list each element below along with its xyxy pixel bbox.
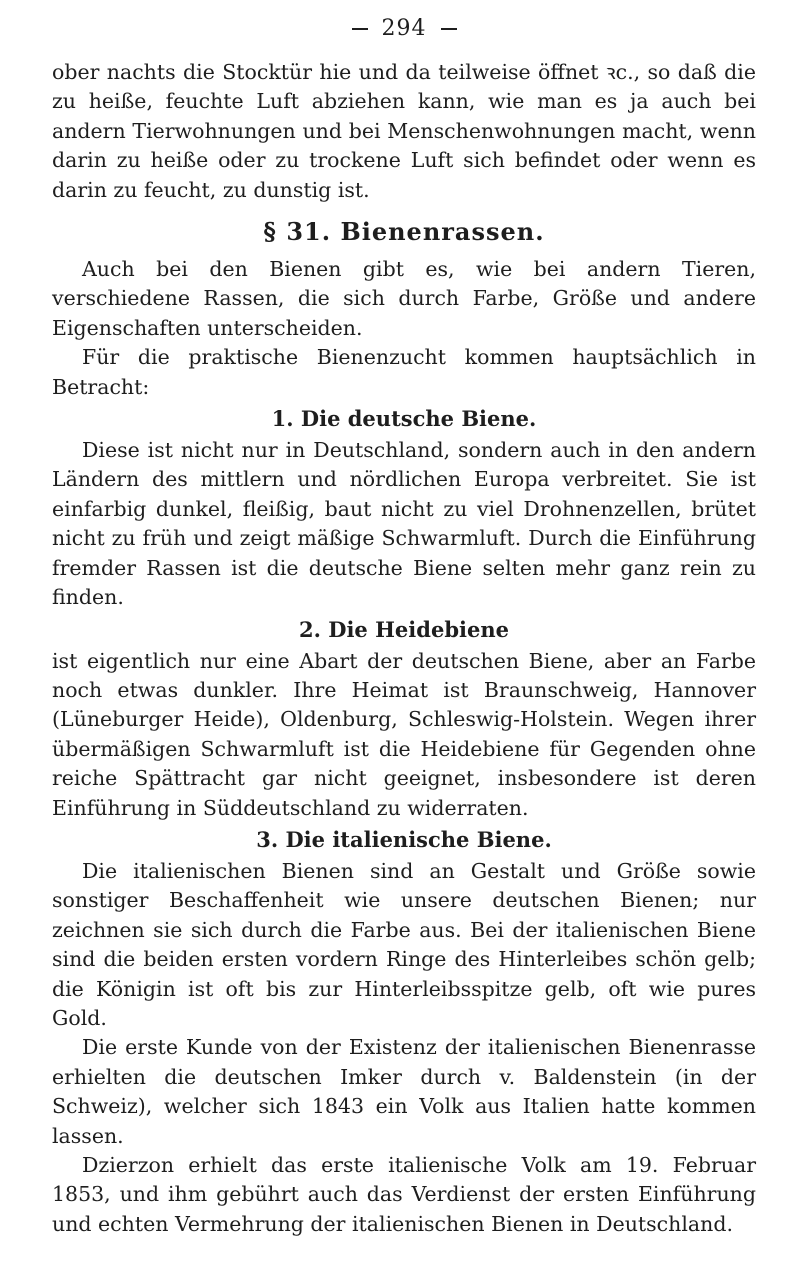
header-dash-right	[441, 28, 457, 30]
paragraph-consideration: Für die praktische Bienenzucht kommen hauptsächlich in Betracht:	[52, 345, 756, 399]
paragraph-german-bee: Diese ist nicht nur in Deutschland, sondern auch in den andern Ländern des mittlern und nördlichen Europa verbreitet. Sie ist einfarbig dunkel, fleißig, baut nicht zu viel Drohnenzellen, brütet nicht zu früh und zeigt mäßige Schwarmluft. Durch die Einführung fremder Rassen ist die deutsche Biene selten mehr ganz rein zu finden.	[52, 438, 756, 610]
section-title: § 31. Bienenrassen.	[263, 217, 545, 247]
page-header	[52, 14, 756, 58]
paragraph-continuation: ober nachts die Stocktür hie und da teilweise öffnet ꝛc., so daß die zu heiße, feuchte Luft abziehen kann, wie man es ja auch bei andern Tierwohnungen und bei Menschenwohnungen macht, wenn darin zu heiße oder zu trockene Luft sich befindet oder wenn es darin zu feucht, zu dunstig ist.	[52, 60, 756, 202]
header-dash-left	[352, 28, 368, 30]
paragraph-intro: Auch bei den Bienen gibt es, wie bei andern Tieren, verschiedene Rassen, die sich durch Farbe, Größe und andere Eigenschaften unterscheiden.	[52, 257, 756, 340]
subheading-german-bee: 1. Die deutsche Biene.	[271, 406, 537, 432]
subheading-italian-bee: 3. Die italienische Biene.	[256, 826, 552, 852]
paragraph-heath-bee: ist eigentlich nur eine Abart der deutschen Biene, aber an Farbe noch etwas dunkler. Ihre Heimat ist Braunschweig, Hannover (Lüneburger Heide), Oldenburg, Schleswig-Holstein. Wegen ihrer übermäßigen Schwarmluft ist die Heidebiene für Gegenden ohne reiche Spättracht gar nicht geeignet, insbesondere ist deren Einführung in Süddeutschland zu widerraten.	[52, 648, 756, 820]
subheading-heath-bee: 2. Die Heidebiene	[299, 616, 509, 642]
paragraph-italian-bee: Die italienischen Bienen sind an Gestalt und Größe sowie sonstiger Beschaffenheit wie unsere deutschen Bienen; nur zeichnen sie sich durch die Farbe aus. Bei der italienischen Biene sind die beiden ersten vordern Ringe des Hinterleibes schön gelb; die Königin ist oft bis zur Hinterleibsspitze gelb, oft wie pures Gold.	[52, 858, 756, 1030]
paragraph-dzierzon: Dzierzon erhielt das erste italienische Volk am 19. Februar 1853, und ihm gebührt auch das Verdienst der ersten Einführung und echten Vermehrung der italienischen Bienen in Deutschland.	[52, 1153, 756, 1236]
paragraph-italian-history: Die erste Kunde von der Existenz der italienischen Bienenrasse erhielten die deutschen Imker durch v. Baldenstein (in der Schweiz), welcher sich 1843 ein Volk aus Italien hatte kommen lassen.	[52, 1035, 756, 1148]
book-page	[52, 14, 756, 1239]
page-number: 294	[381, 16, 427, 41]
